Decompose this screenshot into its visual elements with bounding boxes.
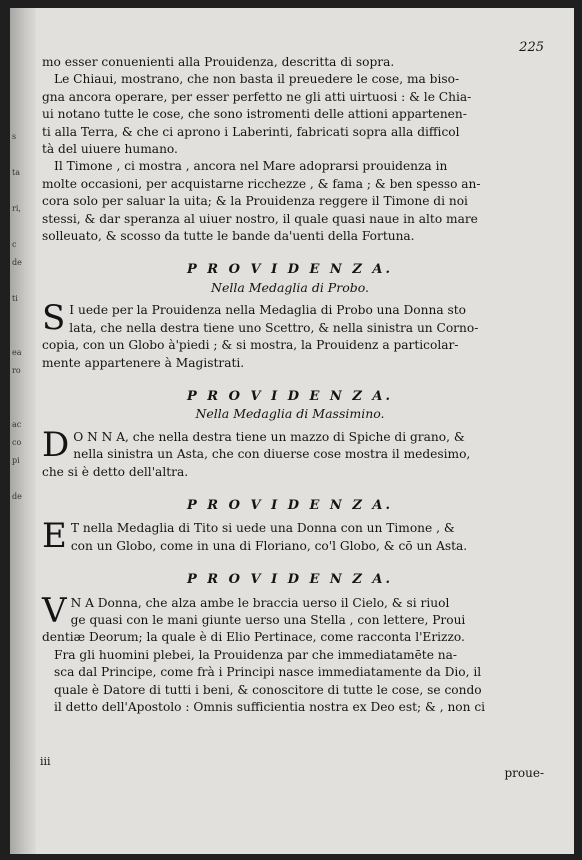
signature-mark: iii bbox=[40, 755, 51, 768]
section-paragraph bbox=[42, 298, 538, 372]
text-line: Le Chiaui, mostrano, che non basta il preuedere le cose, ma biso- bbox=[54, 72, 460, 87]
text-line: Il Timone , ci mostra , ancora nel Mare adoprarsi prouidenza in bbox=[54, 159, 448, 174]
section-subheading: Nella Medaglia di Probo. bbox=[211, 279, 369, 295]
text-line: T nella Medaglia di Tito si uede una Donna con un Timone , & bbox=[70, 521, 455, 536]
section-paragraph bbox=[42, 424, 538, 481]
margin-note bbox=[12, 218, 34, 236]
margin-note bbox=[12, 398, 34, 416]
margin-note: c bbox=[12, 240, 17, 249]
text-line: gna ancora operare, per esser perfetto ne gli atti uirtuosi : & le Chia- bbox=[42, 89, 472, 104]
text-line: ge quasi con le mani giunte uerso una Stella , con lettere, Proui bbox=[70, 612, 466, 627]
margin-note: pi bbox=[12, 456, 20, 465]
section-paragraph bbox=[42, 516, 538, 557]
margin-note: ro bbox=[12, 366, 21, 375]
margin-note: ea bbox=[12, 348, 22, 357]
page-number: 225 bbox=[519, 40, 544, 55]
margin-note bbox=[12, 308, 34, 326]
section-heading: P R O V I D E N Z A. bbox=[187, 572, 393, 588]
text-line: cora solo per saluar la uita; & la Prouidenza reggere il Timone di noi bbox=[42, 194, 468, 209]
margin-note bbox=[12, 470, 34, 488]
drop-cap: V bbox=[42, 590, 67, 631]
text-line: ti alla Terra, & che ci aprono i Laberinti, fabricati sopra alla difficol bbox=[42, 124, 460, 139]
margin-note bbox=[12, 272, 34, 290]
text-line: dentiæ Deorum; la quale è di Elio Pertinace, come racconta l'Erizzo. bbox=[42, 630, 465, 645]
catchword: proue- bbox=[504, 766, 544, 780]
text-line: N A Donna, che alza ambe le braccia uerso il Cielo, & si riuol bbox=[70, 595, 450, 610]
text-line: nella sinistra un Asta, che con diuerse cose mostra il medesimo, bbox=[73, 447, 471, 462]
text-line: stessi, & dar speranza al uiuer nostro, il quale quasi naue in alto mare bbox=[42, 211, 478, 226]
text-line: Fra gli huomini plebei, la Prouidenza par che immediatamēte na- bbox=[54, 647, 458, 662]
margin-note bbox=[12, 326, 34, 344]
text-line: quale è Datore di tutti i beni, & conoscitore di tutte le cose, se condo bbox=[54, 682, 482, 697]
margin-note: ri, bbox=[12, 204, 21, 213]
intro-paragraph bbox=[42, 54, 538, 245]
margin-note: de bbox=[12, 492, 22, 501]
text-line: lata, che nella destra tiene uno Scettro, & nella sinistra un Corno- bbox=[69, 320, 479, 335]
text-line: ui notano tutte le cose, che sono istromenti delle attioni appartenen- bbox=[42, 107, 467, 122]
text-line: sca dal Principe, come frà i Principi nasce immediatamente da Dio, il bbox=[54, 665, 482, 680]
margin-note: co bbox=[12, 438, 22, 447]
text-line: mo esser conuenienti alla Prouidenza, descritta di sopra. bbox=[42, 55, 395, 69]
section-heading: P R O V I D E N Z A. bbox=[187, 497, 393, 513]
text-line: tà del uiuere humano. bbox=[42, 142, 178, 157]
text-line: I uede per la Prouidenza nella Medaglia di Probo una Donna sto bbox=[69, 303, 466, 318]
margin-note: ac bbox=[12, 420, 22, 429]
text-line: molte occasioni, per acquistarne ricchezze , & fama ; & ben spesso an- bbox=[42, 176, 481, 191]
text-line: copia, con un Globo à'piedi ; & si mostra, la Prouidenz a particolar- bbox=[42, 338, 459, 353]
text-line: che si è detto dell'altra. bbox=[42, 464, 189, 479]
margin-note: s bbox=[12, 132, 17, 141]
margin-note: de bbox=[12, 258, 22, 267]
margin-note bbox=[12, 182, 34, 200]
margin-notes bbox=[12, 128, 34, 506]
margin-note bbox=[12, 380, 34, 398]
drop-cap: E bbox=[42, 516, 67, 557]
section-paragraph bbox=[42, 590, 538, 717]
margin-note: ta bbox=[12, 168, 20, 177]
text-line: il detto dell'Apostolo : Omnis sufficientia nostra ex Deo est; & , non ci bbox=[54, 700, 486, 714]
text-line: mente appartenere à Magistrati. bbox=[42, 355, 245, 370]
drop-cap: D bbox=[42, 424, 70, 465]
margin-note: ti bbox=[12, 294, 18, 303]
text-line: solleuato, & scosso da tutte le bande da'uenti della Fortuna. bbox=[42, 229, 415, 244]
section-heading: P R O V I D E N Z A. bbox=[187, 262, 393, 278]
text-line: con un Globo, come in una di Floriano, co'l Globo, & cō un Asta. bbox=[70, 538, 468, 553]
section-heading: P R O V I D E N Z A. bbox=[187, 388, 393, 404]
book-page bbox=[10, 8, 574, 854]
page-content bbox=[42, 54, 538, 716]
sections bbox=[42, 261, 538, 716]
margin-note bbox=[12, 146, 34, 164]
drop-cap: S bbox=[42, 298, 66, 339]
section-subheading: Nella Medaglia di Massimino. bbox=[195, 406, 385, 422]
text-line: O N N A, che nella destra tiene un mazzo di Spiche di grano, & bbox=[73, 429, 465, 444]
